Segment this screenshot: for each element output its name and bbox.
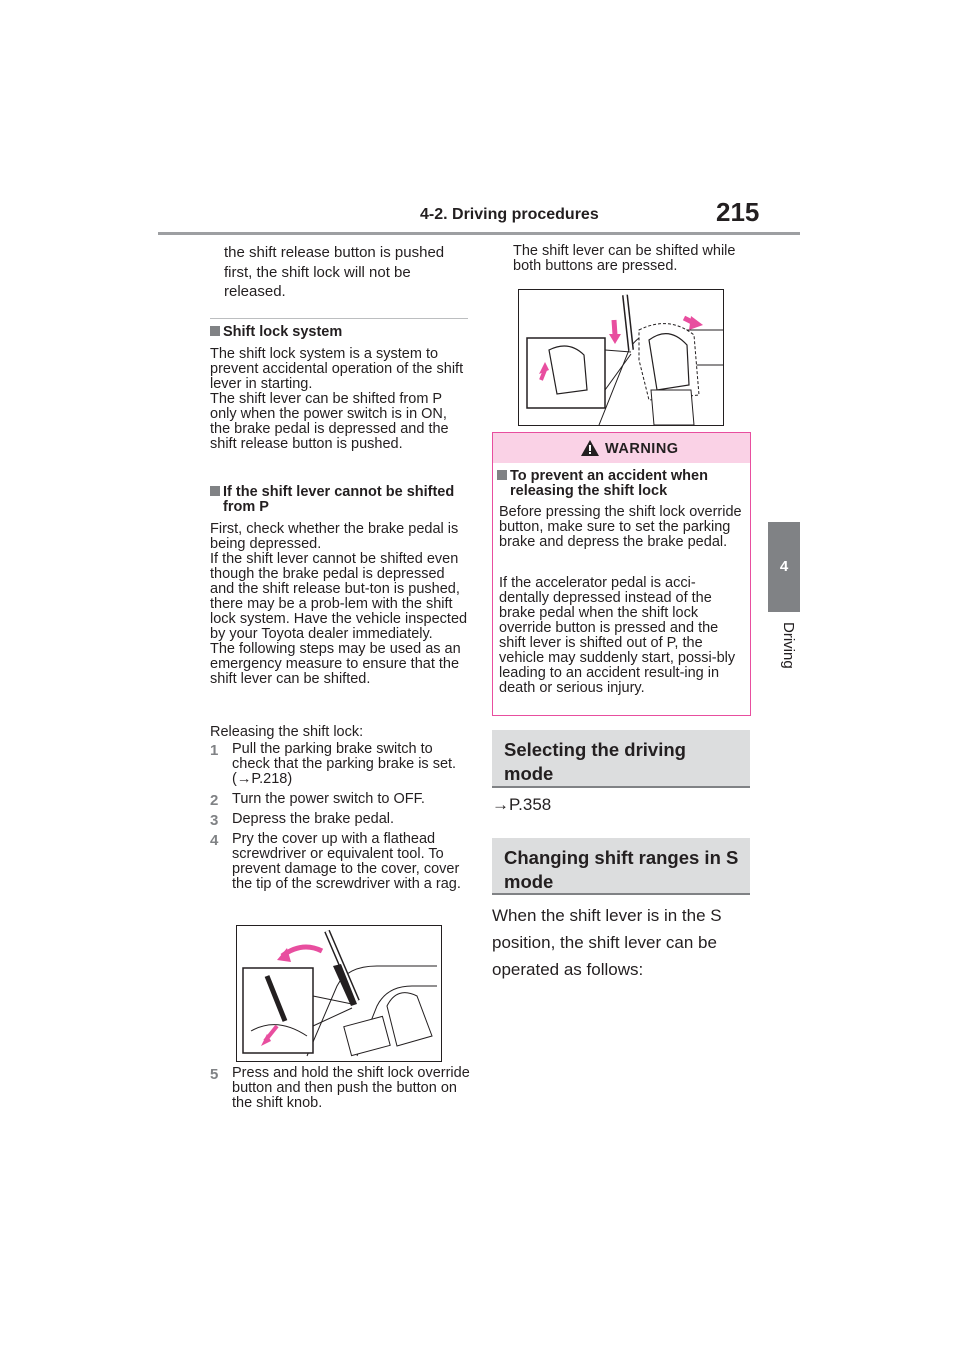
step-text: Turn the power switch to OFF. [232, 791, 425, 807]
square-bullet-icon [210, 326, 220, 336]
releasing-label: Releasing the shift lock: [210, 724, 364, 740]
shift-lock-body: The shift lock system is a system to prevent accidental operation of the shift lever in starting. The shift lever can be shifted from P only when the power switch is in ON, the brake pedal is depressed and the shift release button is pushed. [210, 346, 464, 452]
section-heading-box [492, 730, 750, 788]
section-heading: Selecting the driving mode [504, 739, 686, 784]
cannot-shift-heading: If the shift lever cannot be shifted from P [210, 485, 468, 515]
step-number: 4 [210, 832, 219, 849]
warning-header [493, 433, 750, 463]
section-heading-box [492, 838, 750, 895]
step-number: 1 [210, 742, 219, 759]
pry-cover-figure [236, 925, 442, 1062]
section-heading: Changing shift ranges in S mode [504, 847, 739, 892]
both-buttons-text: The shift lever can be shifted while both buttons are pressed. [513, 243, 736, 274]
chapter-label-text: Driving [780, 622, 797, 669]
warning-title: WARNING [605, 441, 679, 457]
page-number: 215 [716, 197, 760, 227]
divider [210, 318, 468, 319]
warning-paragraph: Before pressing the shift lock override button, make sure to set the parking brake and depress the brake pedal. [499, 504, 742, 550]
shift-lock-heading: Shift lock system [210, 325, 468, 340]
intro-paragraph: the shift release button is pushed first, the shift lock will not be released. [224, 244, 445, 300]
warning-box [492, 432, 751, 716]
step-text: Pry the cover up with a flathead screwdriver or equivalent tool. To prevent damage to the cover, cover the tip of the screwdriver with a rag. [232, 831, 461, 892]
square-bullet-icon [497, 470, 507, 480]
step-number: 5 [210, 1066, 219, 1083]
cannot-shift-body: First, check whether the brake pedal is being depressed. If the shift lever cannot be shifted even though the brake pedal is depressed and the shift release but-ton is pushed, there may be a prob-lem with the shift lock system. Have the vehicle inspected by your Toyota dealer immediately. The following steps may be used as an emergency measure to ensure that the shift lever can be shifted. [210, 521, 468, 687]
section-header-title: 4-2. Driving procedures [420, 206, 599, 223]
chapter-label [771, 622, 801, 702]
warning-paragraph: If the accelerator pedal is acci-dentally depressed instead of the brake pedal when the shift lock override button is pressed and the shift lever is shifted out of P, the vehicle may suddenly start, possi-bly leading to an accident result-ing in death or serious injury. [499, 575, 736, 696]
warning-subheading: To prevent an accident when releasing the shift lock [497, 469, 750, 499]
section-body: When the shift lever is in the S position, the shift lever can be operated as follows: [492, 906, 722, 979]
step-number: 3 [210, 812, 219, 829]
shift-lever-figure [518, 289, 724, 426]
step-text: Pull the parking brake switch to check that the parking brake is set. (→P.218) [232, 741, 457, 787]
pry-cover-illustration [237, 926, 441, 1061]
page-reference: →P.358 [492, 795, 552, 814]
warning-triangle-icon [580, 439, 600, 457]
step-5 [210, 1066, 468, 1116]
step-text: Press and hold the shift lock override button and then push the button on the shift knob. [232, 1065, 470, 1111]
shift-lever-illustration [519, 290, 723, 425]
header-divider [158, 232, 800, 235]
step-text: Depress the brake pedal. [232, 811, 395, 827]
step-number: 2 [210, 792, 219, 809]
chapter-tab: 4 [768, 522, 800, 612]
steps-list [210, 742, 468, 922]
square-bullet-icon [210, 486, 220, 496]
